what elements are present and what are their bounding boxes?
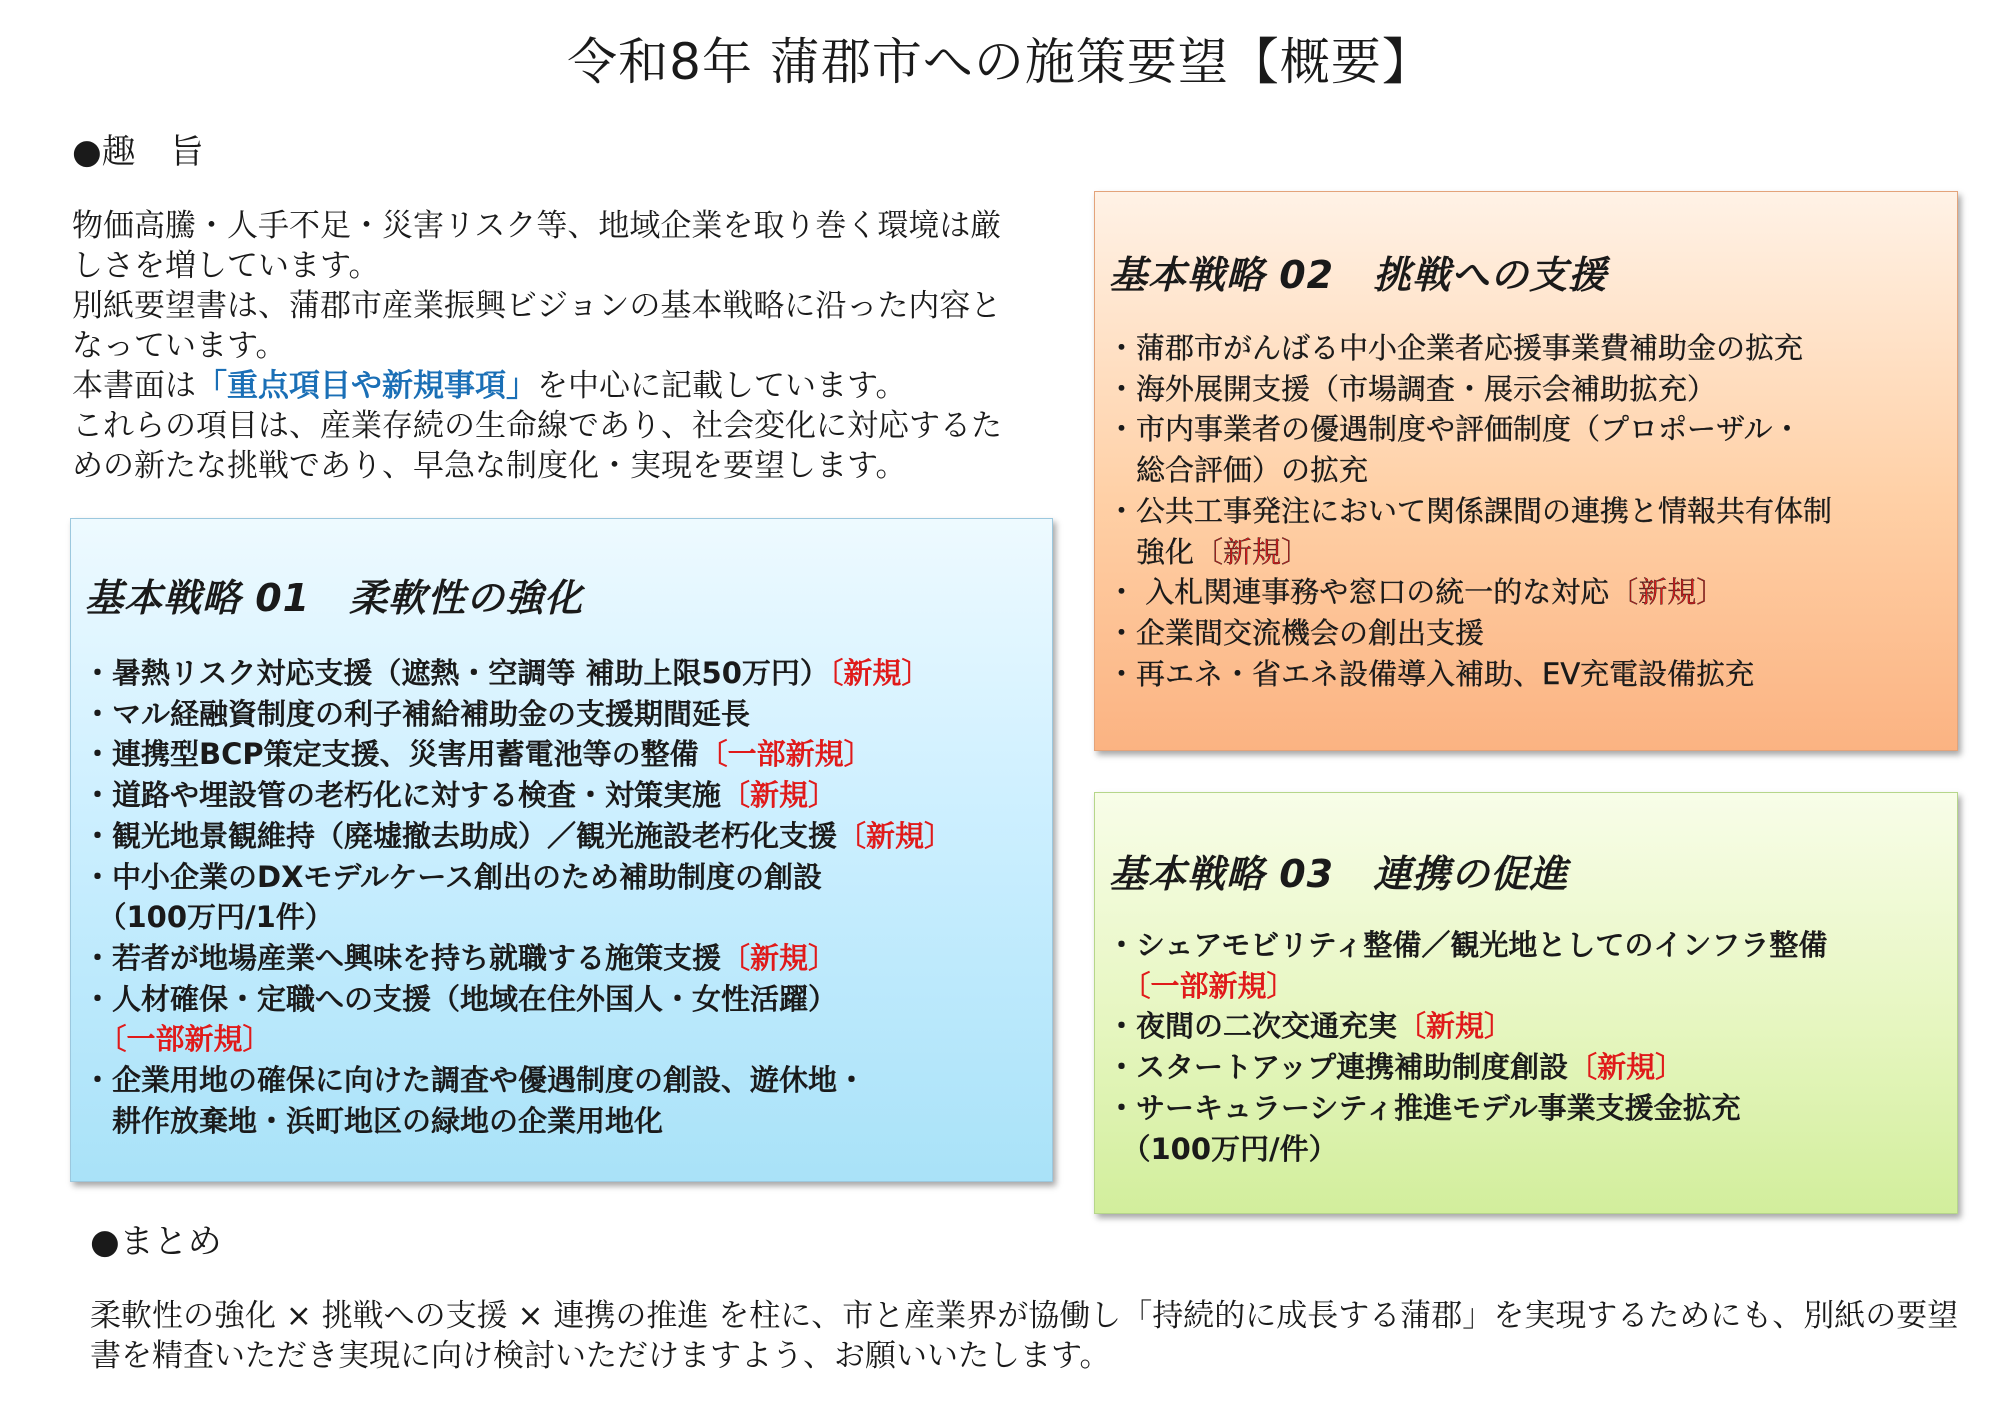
list-item bbox=[83, 734, 953, 775]
list-item bbox=[1107, 532, 1832, 573]
item-text: 強化 bbox=[1107, 534, 1195, 569]
item-text: ・シェアモビリティ整備／観光地としてのインフラ整備 bbox=[1107, 928, 1828, 962]
purpose-paragraph-4: これらの項目は、産業存続の生命線であり、社会変化に対応するための新たな挑戦であり、早急な制度化・実現を要望します。 bbox=[72, 408, 1002, 484]
item-text: ・暑熱リスク対応支援（遮熱・空調等 補助上限50万円） bbox=[83, 656, 829, 690]
list-item bbox=[1107, 491, 1832, 532]
item-text: ・企業用地の確保に向けた調査や優遇制度の創設、遊休地・ bbox=[83, 1063, 867, 1098]
list-item bbox=[83, 775, 953, 816]
item-text: ・サーキュラーシティ推進モデル事業支援金拡充 bbox=[1107, 1090, 1741, 1125]
purpose-emphasis: 「重点項目や新規事項」 bbox=[196, 368, 537, 404]
new-tag: 〔新規〕 bbox=[721, 940, 838, 975]
item-text: ・夜間の二次交通充実 bbox=[1107, 1009, 1398, 1044]
list-item bbox=[1107, 328, 1832, 369]
item-text: ・マル経融資制度の利子補給補助金の支援期間延長 bbox=[83, 696, 751, 731]
item-text: ・スタートアップ連携補助制度創設 bbox=[1107, 1050, 1569, 1085]
new-tag: 〔新規〕 bbox=[1397, 1009, 1514, 1044]
list-item bbox=[1107, 369, 1832, 410]
strategy-02-list bbox=[1107, 328, 1832, 694]
purpose-heading: ●趣 旨 bbox=[72, 132, 204, 172]
item-text: ・中小企業のDXモデルケース創出のため補助制度の創設 bbox=[83, 859, 822, 894]
item-text: （100万円/件） bbox=[1107, 1131, 1338, 1166]
list-item bbox=[1107, 654, 1832, 695]
item-text: 耕作放棄地・浜町地区の緑地の企業用地化 bbox=[83, 1103, 664, 1138]
item-text: ・再エネ・省エネ設備導入補助、EV充電設備拡充 bbox=[1107, 656, 1755, 691]
purpose-paragraph-3 bbox=[72, 366, 1032, 406]
list-item bbox=[83, 1019, 953, 1060]
purpose-paragraph-2: 別紙要望書は、蒲郡市産業振興ビジョンの基本戦略に沿った内容となっています。 bbox=[72, 288, 1002, 364]
list-item bbox=[83, 694, 953, 735]
new-tag: 〔一部新規〕 bbox=[698, 737, 873, 772]
item-text: ・市内事業者の優遇制度や評価制度（プロポーザル・ bbox=[1107, 412, 1802, 447]
list-item bbox=[83, 1060, 953, 1101]
strategy-01-title: 基本戦略 01 柔軟性の強化 bbox=[85, 576, 584, 620]
list-item bbox=[83, 816, 953, 857]
list-item bbox=[1107, 966, 1827, 1007]
item-text: ・海外展開支援（市場調査・展示会補助拡充） bbox=[1107, 371, 1717, 406]
item-text: ・ 入札関連事務や窓口の統一的な対応 bbox=[1107, 575, 1610, 610]
new-tag: 〔一部新規〕 bbox=[1136, 968, 1296, 1003]
item-text: ・人材確保・定職への支援（地域在住外国人・女性活躍） bbox=[83, 981, 838, 1016]
strategy-01-box bbox=[70, 518, 1053, 1182]
strategy-01-list bbox=[83, 653, 953, 1141]
item-text: 総合評価）の拡充 bbox=[1107, 453, 1369, 488]
list-item bbox=[1107, 1088, 1827, 1129]
new-tag: 〔一部新規〕 bbox=[112, 1022, 272, 1057]
purpose-text bbox=[72, 206, 1032, 486]
list-item bbox=[83, 1101, 953, 1142]
list-item bbox=[83, 897, 953, 938]
item-text: ・企業間交流機会の創出支援 bbox=[1107, 615, 1485, 650]
list-item bbox=[83, 938, 953, 979]
list-item bbox=[1107, 925, 1827, 966]
list-item bbox=[1107, 1047, 1827, 1088]
new-tag: 〔新規〕 bbox=[837, 818, 954, 853]
list-item bbox=[1107, 613, 1832, 654]
item-text: ・蒲郡市がんばる中小企業者応援事業費補助金の拡充 bbox=[1107, 331, 1804, 365]
new-tag: 〔新規〕 bbox=[1568, 1050, 1685, 1085]
new-tag: 〔新規〕 bbox=[1194, 534, 1311, 569]
summary-text: 柔軟性の強化 × 挑戦への支援 × 連携の推進 を柱に、市と産業界が協働し「持続的に成長する蒲郡」を実現するためにも、別紙の要望書を精査いただき実現に向け検討いただけますよう、お願いいたします。 bbox=[90, 1298, 1959, 1374]
purpose-p3-after: を中心に記載しています。 bbox=[537, 368, 907, 404]
item-text: ・連携型BCP策定支援、災害用蓄電池等の整備 bbox=[83, 737, 699, 772]
strategy-03-title: 基本戦略 03 連携の促進 bbox=[1109, 852, 1569, 896]
item-text: ・公共工事発注において関係課間の連携と情報共有体制 bbox=[1107, 493, 1833, 528]
page-title: 令和8年 蒲郡市への施策要望【概要】 bbox=[567, 33, 1433, 91]
item-text: （100万円/1件） bbox=[83, 900, 334, 935]
list-item bbox=[83, 653, 953, 694]
purpose-paragraph-1: 物価高騰・人手不足・災害リスク等、地域企業を取り巻く環境は厳しさを増しています。 bbox=[72, 208, 1002, 284]
list-item bbox=[1107, 1006, 1827, 1047]
list-item bbox=[83, 979, 953, 1020]
list-item bbox=[1107, 1129, 1827, 1170]
item-text: ・観光地景観維持（廃墟撤去助成）／観光施設老朽化支援 bbox=[83, 818, 838, 853]
list-item bbox=[83, 857, 953, 898]
item-text: ・若者が地場産業へ興味を持ち就職する施策支援 bbox=[83, 940, 722, 975]
new-tag: 〔新規〕 bbox=[1609, 575, 1726, 610]
new-tag: 〔新規〕 bbox=[828, 656, 931, 690]
summary-heading: ●まとめ bbox=[90, 1222, 222, 1262]
item-text bbox=[1107, 969, 1136, 1003]
list-item bbox=[1107, 450, 1832, 491]
strategy-03-box bbox=[1094, 792, 1958, 1214]
list-item bbox=[1107, 409, 1832, 450]
strategy-03-list bbox=[1107, 925, 1827, 1169]
list-item bbox=[1107, 572, 1832, 613]
item-text: ・道路や埋設管の老朽化に対する検査・対策実施 bbox=[83, 778, 722, 813]
new-tag: 〔新規〕 bbox=[721, 778, 838, 813]
strategy-02-box bbox=[1094, 191, 1958, 751]
item-text bbox=[83, 1022, 112, 1056]
purpose-p3-before: 本書面は bbox=[72, 368, 196, 404]
strategy-02-title: 基本戦略 02 挑戦への支援 bbox=[1109, 253, 1608, 297]
